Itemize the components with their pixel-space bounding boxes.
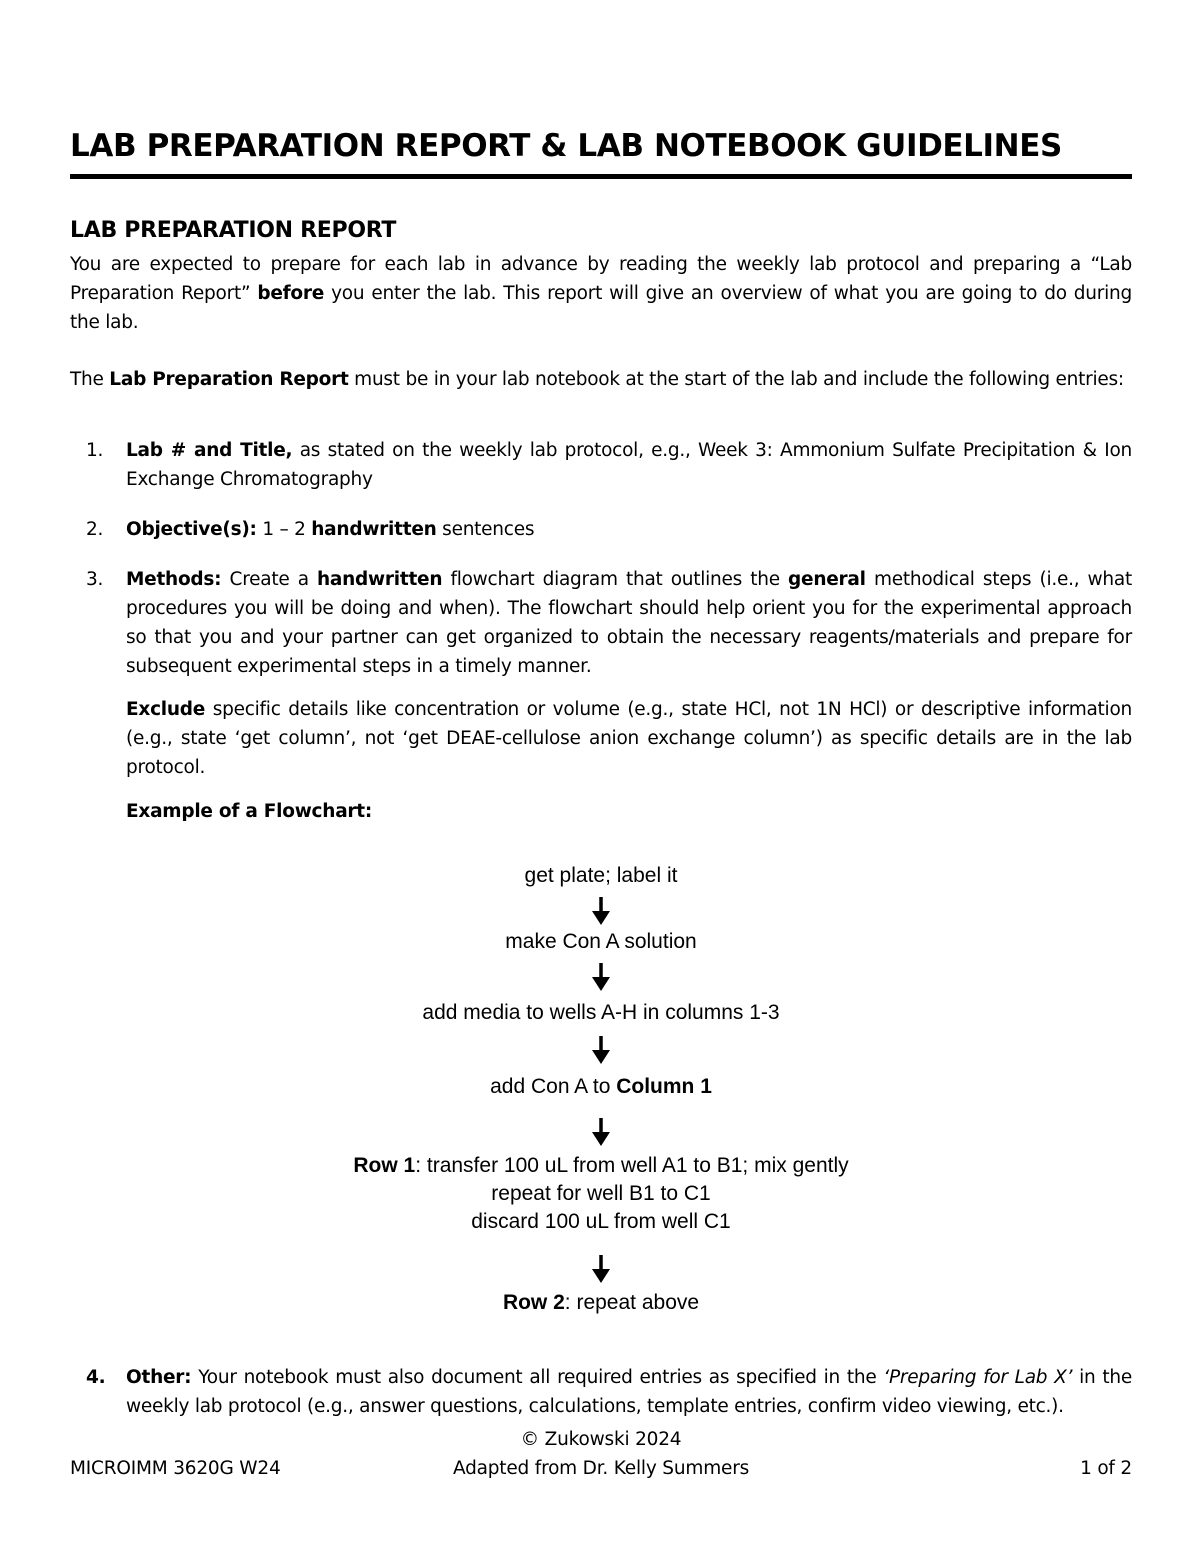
flowchart-step-1: get plate; label it [524, 864, 678, 887]
flowchart-bold: Row 2 [502, 1291, 565, 1314]
intro-text-1: You are expected to prepare for each lab in advance by reading the weekly lab protocol and preparing a “Lab Preparation Report” [70, 254, 1132, 304]
footer-page-number: 1 of 2 [1080, 1458, 1132, 1479]
title-underline [70, 174, 1132, 179]
intro-text-2: you enter the lab. This report will give an overview of what you are going to do during the lab. [70, 283, 1132, 333]
flowchart-step-5-line-2: repeat for well B1 to C1 [491, 1182, 711, 1205]
list-item-lab-title [70, 436, 1132, 494]
list-text: in the weekly lab protocol (e.g., answer questions, calculations, template entries, confirm video viewing, etc.). [126, 1367, 1133, 1417]
footer-adapted: Adapted from Dr. Kelly Summers [452, 1458, 750, 1479]
list-text: Your notebook must also document all required entries as specified in the [191, 1367, 884, 1388]
document-page [70, 0, 1132, 1553]
list-number: 3. [86, 569, 104, 590]
footer-course: MICROIMM 3620G W24 [70, 1458, 281, 1479]
flowchart-bold: Column 1 [616, 1075, 712, 1098]
list-item-other [70, 1363, 1132, 1421]
list-bold: handwritten [311, 519, 437, 540]
list-text: methodical steps (i.e., what procedures you will be doing and when). The flowchart should help orient you for the experimental approach so that you and your partner can get organized to obtain the necessary reagents/materials and prepare for subsequent experimental steps in a timely manner. [126, 569, 1132, 677]
list-bold: handwritten [316, 569, 443, 590]
list-label: Lab # and Title, [126, 440, 293, 461]
list-label: Objective(s): [126, 519, 257, 540]
list-bold: general [788, 569, 866, 590]
list-text: as stated on the weekly lab protocol, e.g., Week 3: Ammonium Sulfate Precipitation & Ion Exchange Chromatography [126, 440, 1132, 490]
down-arrow-icon [589, 962, 613, 992]
entries-intro-paragraph [70, 365, 1132, 394]
exclude-paragraph [126, 695, 1132, 782]
down-arrow-icon [589, 1254, 613, 1284]
flowchart-step-3: add media to wells A-H in columns 1-3 [422, 1001, 780, 1024]
entries-intro-bold: Lab Preparation Report [109, 369, 349, 390]
exclude-text: specific details like concentration or volume (e.g., state HCl, not 1N HCl) or descriptive information (e.g., state ‘get column’, not ‘get DEAE-cellulose anion exchange column’) as specific details are in the lab protocol. [126, 699, 1132, 778]
flowchart-text: add Con A to [490, 1075, 617, 1098]
intro-paragraph [70, 250, 1132, 337]
list-text: flowchart diagram that outlines the [442, 569, 789, 590]
list-italic: ‘Preparing for Lab X’ [883, 1367, 1073, 1388]
list-item-methods [70, 565, 1132, 681]
list-item-objectives [70, 515, 1132, 544]
list-label: Other: [126, 1367, 192, 1388]
entries-intro-text-2: must be in your lab notebook at the start of the lab and include the following entries: [348, 369, 1124, 390]
down-arrow-icon [589, 1117, 613, 1147]
flowchart-bold: Row 1 [353, 1154, 416, 1177]
list-label: Methods: [126, 569, 222, 590]
entries-intro-text-1: The [70, 369, 110, 390]
flowchart-step-2: make Con A solution [505, 930, 697, 953]
flowchart-example-label: Example of a Flowchart: [126, 801, 373, 822]
flowchart-step-5-line-1 [70, 1152, 1132, 1180]
flowchart-step-5-line-3: discard 100 uL from well C1 [471, 1210, 731, 1233]
down-arrow-icon [589, 896, 613, 926]
list-number: 1. [86, 440, 104, 461]
list-number: 2. [86, 519, 104, 540]
flowchart-text: : repeat above [564, 1291, 700, 1314]
section-heading: LAB PREPARATION REPORT [70, 218, 397, 243]
list-number: 4. [86, 1367, 106, 1388]
flowchart-step-5 [70, 1152, 1132, 1236]
down-arrow-icon [589, 1035, 613, 1065]
list-text: Create a [221, 569, 317, 590]
footer-copyright: © Zukowski 2024 [520, 1429, 682, 1450]
page-title: LAB PREPARATION REPORT & LAB NOTEBOOK GUIDELINES [70, 128, 1062, 164]
list-text: sentences [436, 519, 535, 540]
flowchart-step-6 [70, 1289, 1132, 1317]
intro-bold: before [257, 283, 325, 304]
exclude-bold: Exclude [126, 699, 206, 720]
flowchart-text: : transfer 100 uL from well A1 to B1; mix gently [415, 1154, 849, 1177]
flowchart-step-4 [70, 1073, 1132, 1101]
list-text: 1 – 2 [256, 519, 312, 540]
